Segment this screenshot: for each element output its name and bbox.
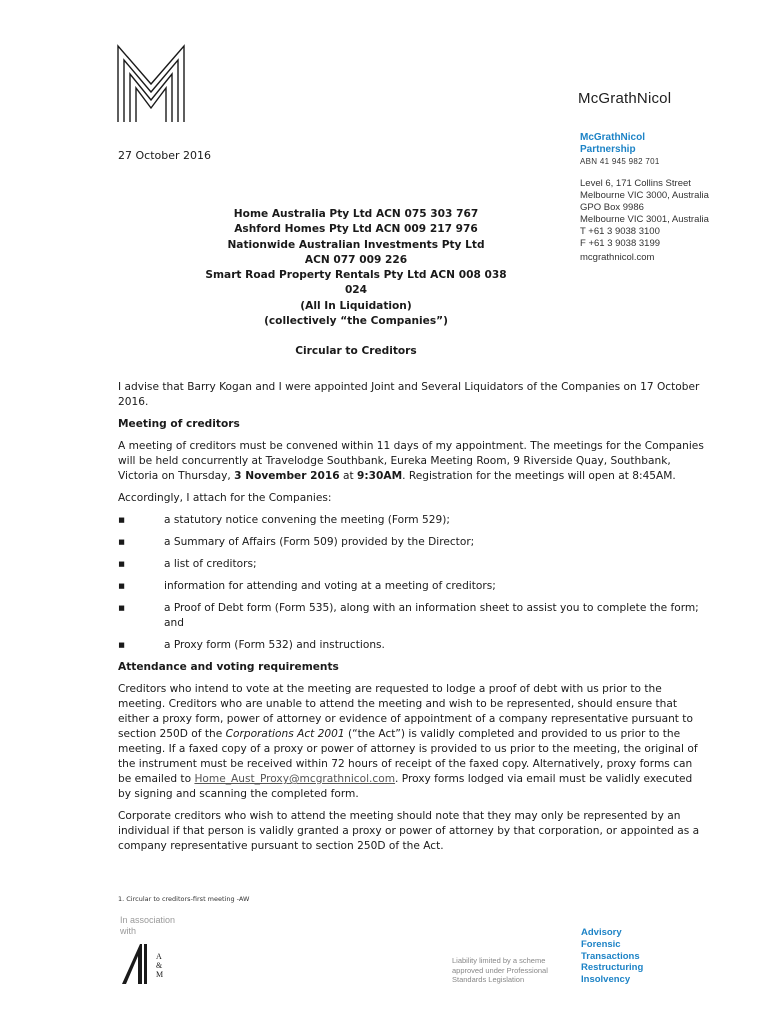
company-line: ACN 077 009 226: [304, 253, 408, 266]
service-item: Forensic: [581, 938, 621, 950]
list-item: ▪ information for attending and voting at a meeting of creditors;: [118, 580, 496, 592]
bullet-icon: ▪: [118, 536, 126, 548]
company-line: Ashford Homes Pty Ltd ACN 009 217 976: [234, 223, 478, 236]
phone: T +61 3 9038 3100: [580, 226, 660, 237]
service-item: Transactions: [581, 950, 640, 962]
letter-date: 27 October 2016: [118, 149, 212, 162]
list-item: ▪ a Summary of Affairs (Form 509) provided by the Director;: [118, 536, 475, 548]
liability-notice: Liability limited by a scheme approved under Professional Standards Legislation: [452, 956, 548, 984]
service-item: Advisory: [581, 927, 622, 938]
footnote: 1. Circular to creditors-first meeting -AW: [118, 895, 250, 903]
bullet-icon: ▪: [118, 580, 126, 592]
company-line: Smart Road Property Rentals Pty Ltd ACN 008 038 024: [205, 269, 507, 297]
website: mcgrathnicol.com: [580, 252, 655, 263]
association-text: In association with: [120, 915, 176, 936]
partnership-line-1: McGrathNicol: [580, 132, 646, 143]
company-line: (collectively “the Companies”): [264, 315, 448, 328]
letter-body: [118, 380, 708, 861]
bullet-icon: ▪: [118, 514, 126, 526]
corporate-creditors-paragraph: Corporate creditors who wish to attend the meeting should note that they may only be represented by an individual if that person is validly granted a proxy or power of attorney by that corporation, or appointed as a company representative pursuant to section 250D of the Act.: [118, 810, 700, 852]
attachments-intro: Accordingly, I attach for the Companies:: [118, 492, 332, 504]
list-item: ▪ a Proof of Debt form (Form 535), along with an information sheet to assist you to complete the form; and: [118, 602, 699, 629]
service-item: Insolvency: [581, 974, 631, 986]
company-line: Home Australia Pty Ltd ACN 075 303 767: [233, 208, 479, 220]
proxy-email-link[interactable]: Home_Aust_Proxy@mcgrathnicol.com: [194, 773, 396, 785]
postal-line-2: Melbourne VIC 3001, Australia: [580, 214, 709, 225]
am-letter: A: [156, 952, 162, 961]
circular-title: Circular to Creditors: [295, 345, 417, 357]
company-line: Nationwide Australian Investments Pty Ltd: [227, 238, 485, 251]
list-item: ▪ a list of creditors;: [118, 558, 257, 570]
am-letter: &: [156, 961, 163, 970]
street-line-1: Level 6, 171 Collins Street: [580, 178, 691, 189]
act-name: Corporations Act 2001: [225, 728, 345, 740]
brand-name: McGrathNicol: [578, 90, 672, 107]
am-letter: M: [156, 970, 164, 979]
bullet-icon: ▪: [118, 602, 126, 614]
meeting-time: 9:30AM: [357, 470, 403, 482]
meeting-paragraph: A meeting of creditors must be convened within 11 days of my appointment. The meetings for the Companies will be held concurrently at Travelodge Southbank, Eureka Meeting Room, 9 Riverside Quay, Southbank, Victoria on Thursday, 3 November 2016 at 9:30AM. Registration for the meetings will open at 8:45AM.: [118, 440, 704, 482]
bullet-icon: ▪: [118, 639, 126, 651]
attendance-heading: Attendance and voting requirements: [118, 661, 339, 673]
attachments-list: [118, 513, 708, 653]
list-item: ▪ a Proxy form (Form 532) and instructions.: [118, 639, 385, 651]
attendance-paragraph: Creditors who intend to vote at the meeting are requested to lodge a proof of debt with us prior to the meeting. Creditors who are unable to attend the meeting and wish to be represented, should ensure that either a proxy form, power of attorney or evidence of appointment of a company representative pursuant to section 250D of the Corporations Act 2001 (“the Act”) is validly completed and provided to us prior to the meeting. If a faxed copy of a proxy or power of attorney is provided to us prior to the meeting, the original of the instrument must be received within 72 hours of receipt of the faxed copy. Alternatively, proxy forms can be emailed to Home_Aust_Proxy@mcgrathnicol.com. Proxy forms lodged via email must be validly executed by signing and scanning the completed form.: [118, 683, 698, 800]
meeting-date: 3 November 2016: [234, 470, 340, 482]
partner-address-block: [580, 132, 740, 264]
abn: ABN 41 945 982 701: [580, 157, 660, 166]
list-item: ▪ a statutory notice convening the meeting (Form 529);: [118, 514, 450, 526]
postal-line-1: GPO Box 9986: [580, 202, 644, 213]
partnership-line-2: Partnership: [580, 144, 636, 155]
companies-block: [200, 207, 512, 329]
am-mark-icon: [120, 944, 154, 984]
mcgrathnicol-logo-mark: [116, 44, 186, 124]
alvarez-marsal-logo: [120, 944, 168, 984]
services-list: [581, 927, 643, 986]
service-item: Restructuring: [581, 962, 644, 974]
street-line-2: Melbourne VIC 3000, Australia: [580, 190, 709, 201]
fax: F +61 3 9038 3199: [580, 238, 661, 249]
company-line: (All In Liquidation): [300, 299, 412, 312]
bullet-icon: ▪: [118, 558, 126, 570]
intro-paragraph: I advise that Barry Kogan and I were appointed Joint and Several Liquidators of the Companies on 17 October 2016.: [118, 381, 700, 408]
meeting-heading: Meeting of creditors: [118, 418, 240, 430]
